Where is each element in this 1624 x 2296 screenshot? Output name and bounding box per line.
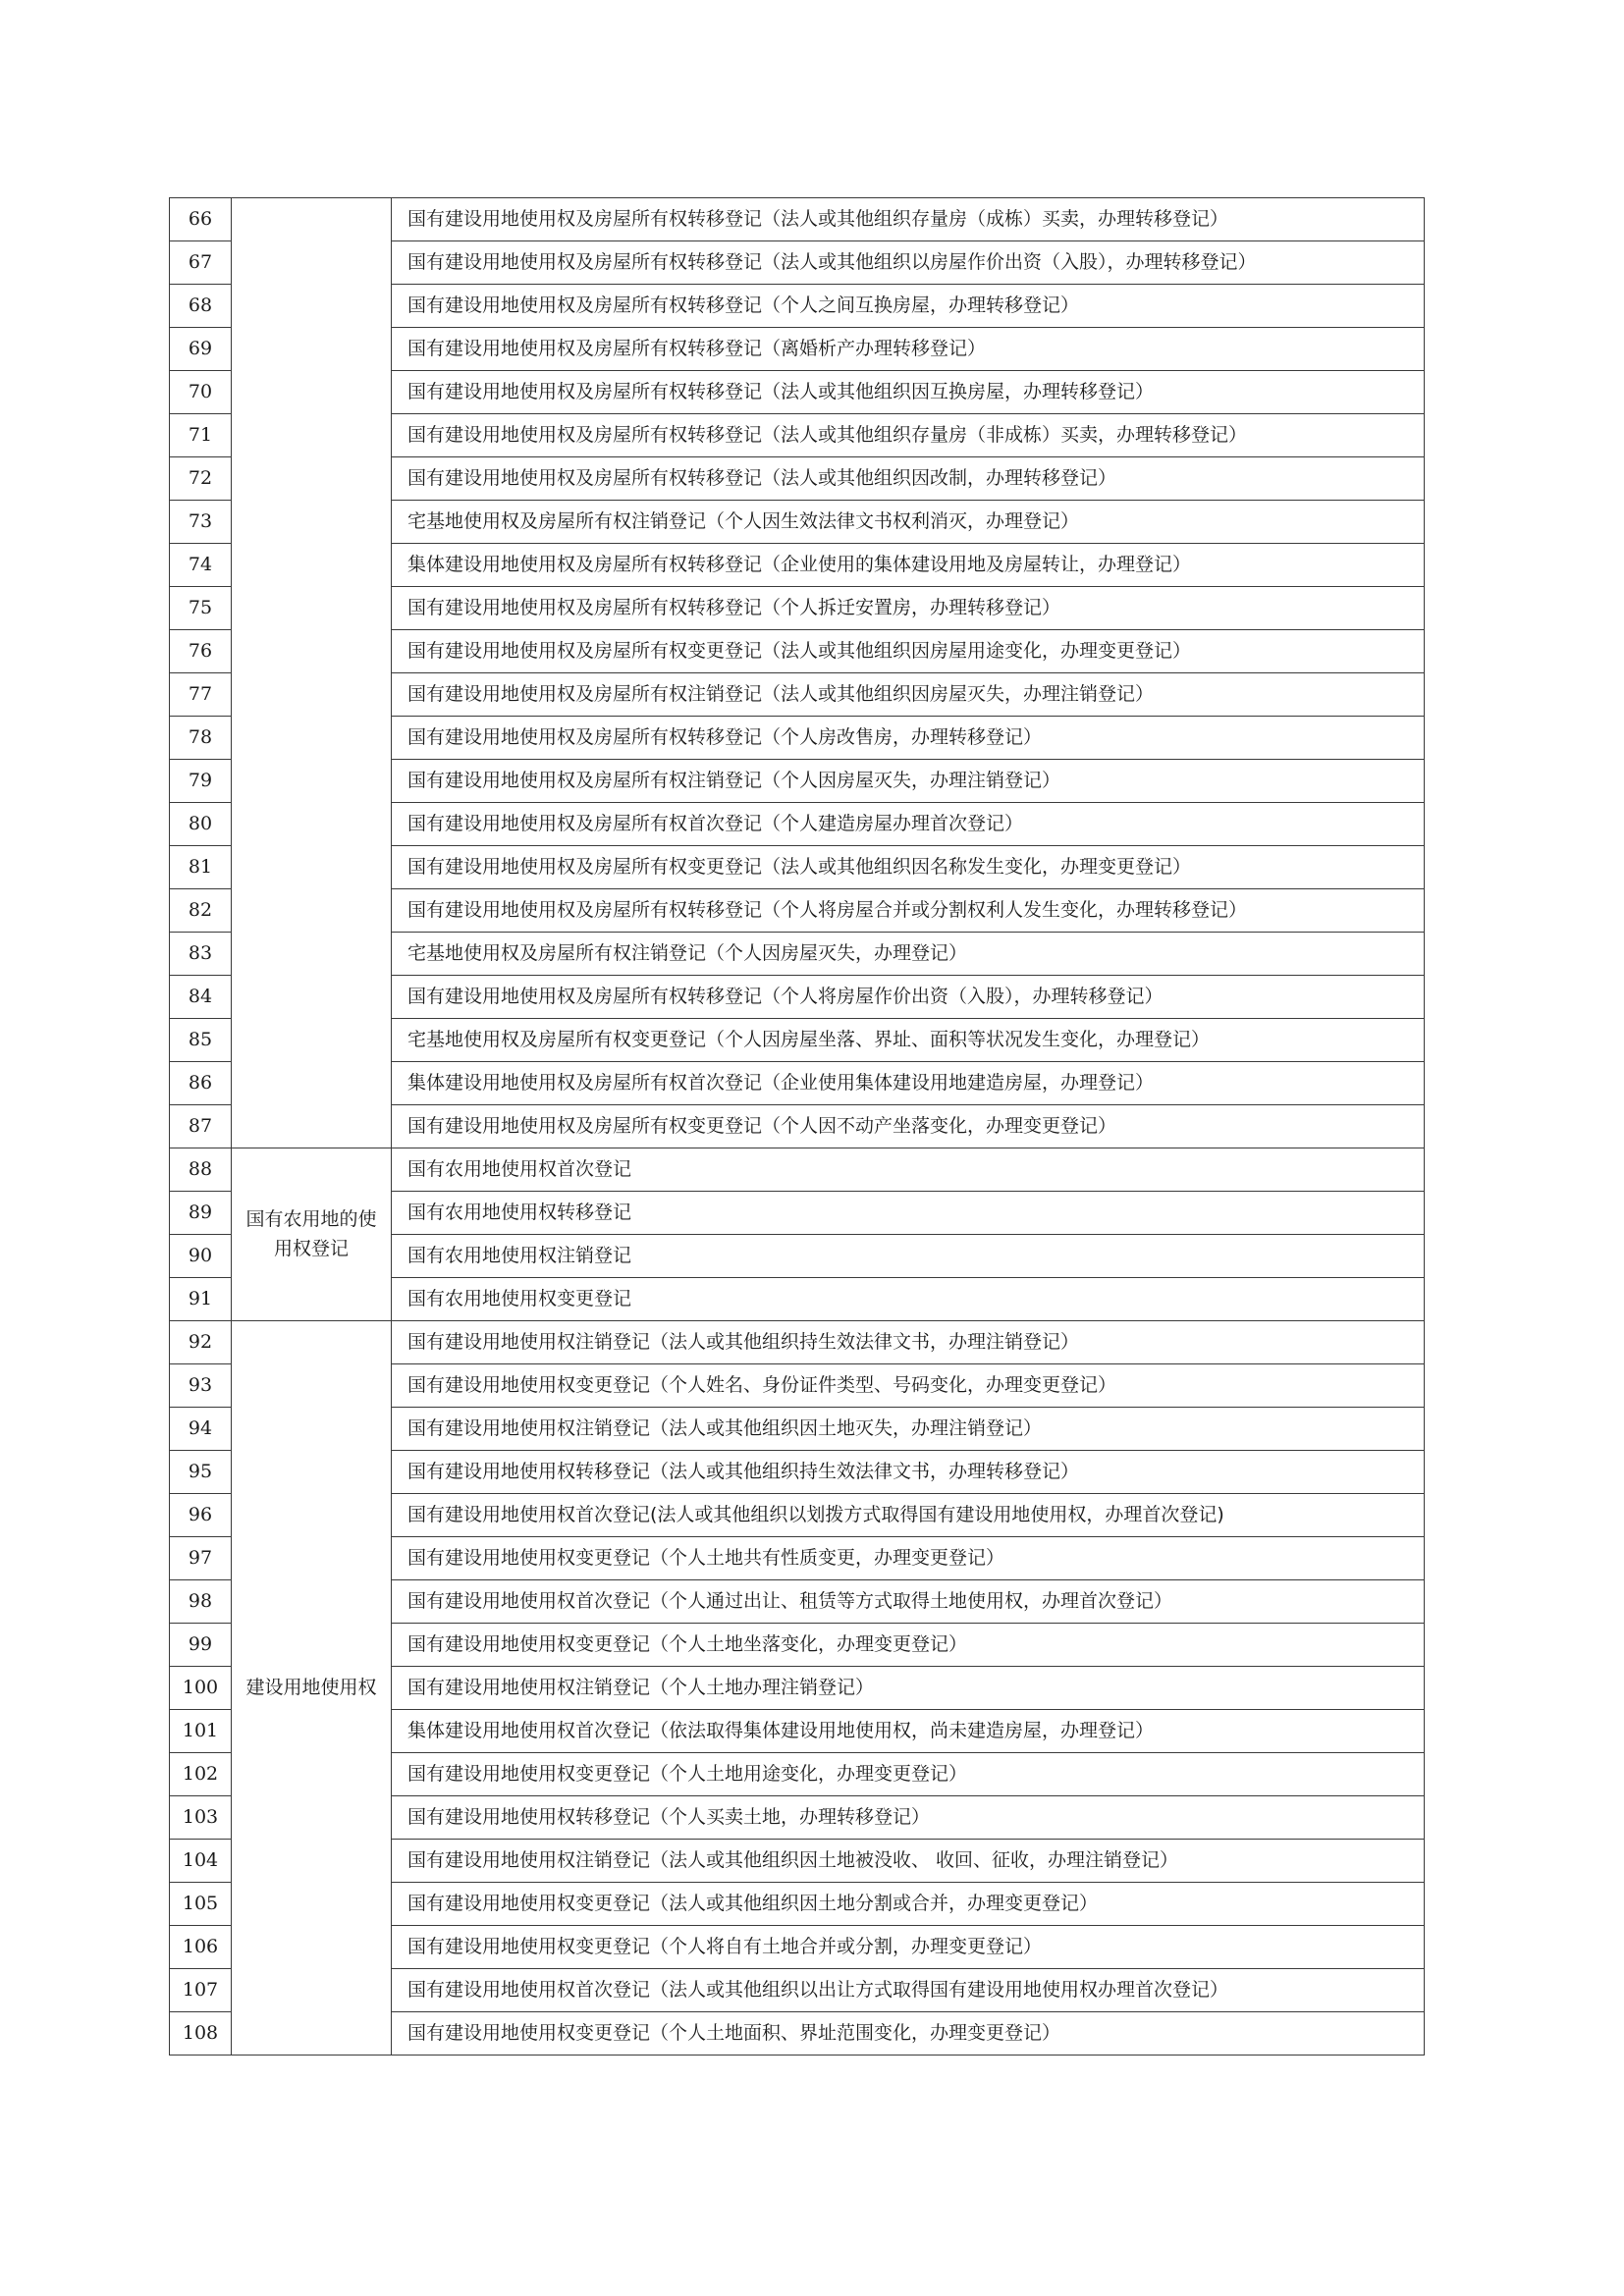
registration-item: 国有农用地使用权首次登记 [392,1148,1425,1192]
row-number: 88 [170,1148,232,1192]
row-number: 80 [170,803,232,846]
row-number: 107 [170,1969,232,2012]
registration-item: 国有建设用地使用权及房屋所有权首次登记（个人建造房屋办理首次登记） [392,803,1425,846]
registration-item: 国有建设用地使用权及房屋所有权转移登记（法人或其他组织因改制，办理转移登记） [392,457,1425,501]
table-row [170,1148,1425,1192]
row-number: 100 [170,1667,232,1710]
registration-item: 国有建设用地使用权及房屋所有权转移登记（法人或其他组织以房屋作价出资（入股），办理转移登记） [392,241,1425,285]
registration-item: 国有建设用地使用权变更登记（个人土地共有性质变更，办理变更登记） [392,1537,1425,1580]
row-number: 70 [170,371,232,414]
row-number: 105 [170,1883,232,1926]
registration-item: 国有建设用地使用权及房屋所有权转移登记（法人或其他组织存量房（成栋）买卖，办理转移登记） [392,198,1425,241]
row-number: 85 [170,1019,232,1062]
row-number: 75 [170,587,232,630]
row-number: 79 [170,760,232,803]
registration-item: 国有建设用地使用权及房屋所有权转移登记（个人将房屋合并或分割权利人发生变化，办理转移登记） [392,889,1425,933]
row-number: 99 [170,1624,232,1667]
row-number: 84 [170,976,232,1019]
registration-item: 国有建设用地使用权及房屋所有权转移登记（法人或其他组织因互换房屋，办理转移登记） [392,371,1425,414]
row-number: 102 [170,1753,232,1796]
row-number: 87 [170,1105,232,1148]
row-number: 66 [170,198,232,241]
registration-item: 国有建设用地使用权转移登记（个人买卖土地，办理转移登记） [392,1796,1425,1840]
row-number: 78 [170,717,232,760]
row-number: 103 [170,1796,232,1840]
registration-item: 宅基地使用权及房屋所有权注销登记（个人因房屋灭失，办理登记） [392,933,1425,976]
row-number: 67 [170,241,232,285]
registration-item: 国有农用地使用权转移登记 [392,1192,1425,1235]
row-number: 92 [170,1321,232,1364]
registration-item: 国有建设用地使用权及房屋所有权变更登记（法人或其他组织因名称发生变化，办理变更登记） [392,846,1425,889]
registration-item: 国有建设用地使用权及房屋所有权变更登记（个人因不动产坐落变化，办理变更登记） [392,1105,1425,1148]
registration-item: 宅基地使用权及房屋所有权注销登记（个人因生效法律文书权利消灭，办理登记） [392,501,1425,544]
registration-item: 集体建设用地使用权及房屋所有权转移登记（企业使用的集体建设用地及房屋转让，办理登记） [392,544,1425,587]
registration-item: 国有建设用地使用权及房屋所有权转移登记（个人拆迁安置房，办理转移登记） [392,587,1425,630]
registration-item: 国有建设用地使用权注销登记（法人或其他组织持生效法律文书，办理注销登记） [392,1321,1425,1364]
row-number: 101 [170,1710,232,1753]
registration-item: 集体建设用地使用权及房屋所有权首次登记（企业使用集体建设用地建造房屋，办理登记） [392,1062,1425,1105]
registration-item: 国有建设用地使用权及房屋所有权转移登记（个人房改售房，办理转移登记） [392,717,1425,760]
row-number: 98 [170,1580,232,1624]
registration-item: 国有建设用地使用权首次登记（法人或其他组织以出让方式取得国有建设用地使用权办理首次登记） [392,1969,1425,2012]
registration-items-table [169,197,1425,2056]
registration-item: 国有农用地使用权注销登记 [392,1235,1425,1278]
row-number: 96 [170,1494,232,1537]
registration-item: 国有建设用地使用权注销登记（法人或其他组织因土地灭失，办理注销登记） [392,1408,1425,1451]
table-row [170,198,1425,241]
registration-item: 宅基地使用权及房屋所有权变更登记（个人因房屋坐落、界址、面积等状况发生变化，办理登记） [392,1019,1425,1062]
registration-item: 国有建设用地使用权首次登记(法人或其他组织以划拨方式取得国有建设用地使用权，办理首次登记) [392,1494,1425,1537]
row-number: 86 [170,1062,232,1105]
row-number: 81 [170,846,232,889]
registration-item: 国有建设用地使用权及房屋所有权注销登记（个人因房屋灭失，办理注销登记） [392,760,1425,803]
category-cell: 国有农用地的使用权登记 [232,1148,392,1321]
category-cell: 建设用地使用权 [232,1321,392,2056]
row-number: 74 [170,544,232,587]
row-number: 72 [170,457,232,501]
row-number: 97 [170,1537,232,1580]
row-number: 89 [170,1192,232,1235]
row-number: 73 [170,501,232,544]
registration-item: 国有农用地使用权变更登记 [392,1278,1425,1321]
row-number: 82 [170,889,232,933]
registration-item: 国有建设用地使用权变更登记（个人土地面积、界址范围变化，办理变更登记） [392,2012,1425,2056]
row-number: 93 [170,1364,232,1408]
registration-item: 国有建设用地使用权注销登记（法人或其他组织因土地被没收、 收回、征收，办理注销登记） [392,1840,1425,1883]
table-body [170,198,1425,2056]
row-number: 69 [170,328,232,371]
registration-item: 国有建设用地使用权及房屋所有权转移登记（离婚析产办理转移登记） [392,328,1425,371]
registration-item: 国有建设用地使用权及房屋所有权转移登记（个人将房屋作价出资（入股），办理转移登记） [392,976,1425,1019]
row-number: 71 [170,414,232,457]
row-number: 76 [170,630,232,673]
row-number: 94 [170,1408,232,1451]
row-number: 108 [170,2012,232,2056]
registration-item: 集体建设用地使用权首次登记（依法取得集体建设用地使用权，尚未建造房屋，办理登记） [392,1710,1425,1753]
row-number: 77 [170,673,232,717]
registration-item: 国有建设用地使用权及房屋所有权转移登记（法人或其他组织存量房（非成栋）买卖，办理转移登记） [392,414,1425,457]
row-number: 83 [170,933,232,976]
registration-item: 国有建设用地使用权首次登记（个人通过出让、租赁等方式取得土地使用权，办理首次登记） [392,1580,1425,1624]
registration-item: 国有建设用地使用权变更登记（个人土地坐落变化，办理变更登记） [392,1624,1425,1667]
row-number: 104 [170,1840,232,1883]
row-number: 91 [170,1278,232,1321]
registration-item: 国有建设用地使用权注销登记（个人土地办理注销登记） [392,1667,1425,1710]
row-number: 90 [170,1235,232,1278]
table-row [170,1321,1425,1364]
registration-item: 国有建设用地使用权及房屋所有权转移登记（个人之间互换房屋，办理转移登记） [392,285,1425,328]
row-number: 95 [170,1451,232,1494]
row-number: 68 [170,285,232,328]
registration-item: 国有建设用地使用权变更登记（个人姓名、身份证件类型、号码变化，办理变更登记） [392,1364,1425,1408]
registration-item: 国有建设用地使用权及房屋所有权变更登记（法人或其他组织因房屋用途变化，办理变更登记） [392,630,1425,673]
registration-item: 国有建设用地使用权转移登记（法人或其他组织持生效法律文书，办理转移登记） [392,1451,1425,1494]
category-cell [232,198,392,1148]
registration-item: 国有建设用地使用权变更登记（个人将自有土地合并或分割，办理变更登记） [392,1926,1425,1969]
registration-item: 国有建设用地使用权变更登记（个人土地用途变化，办理变更登记） [392,1753,1425,1796]
row-number: 106 [170,1926,232,1969]
registration-item: 国有建设用地使用权及房屋所有权注销登记（法人或其他组织因房屋灭失，办理注销登记） [392,673,1425,717]
registration-item: 国有建设用地使用权变更登记（法人或其他组织因土地分割或合并，办理变更登记） [392,1883,1425,1926]
